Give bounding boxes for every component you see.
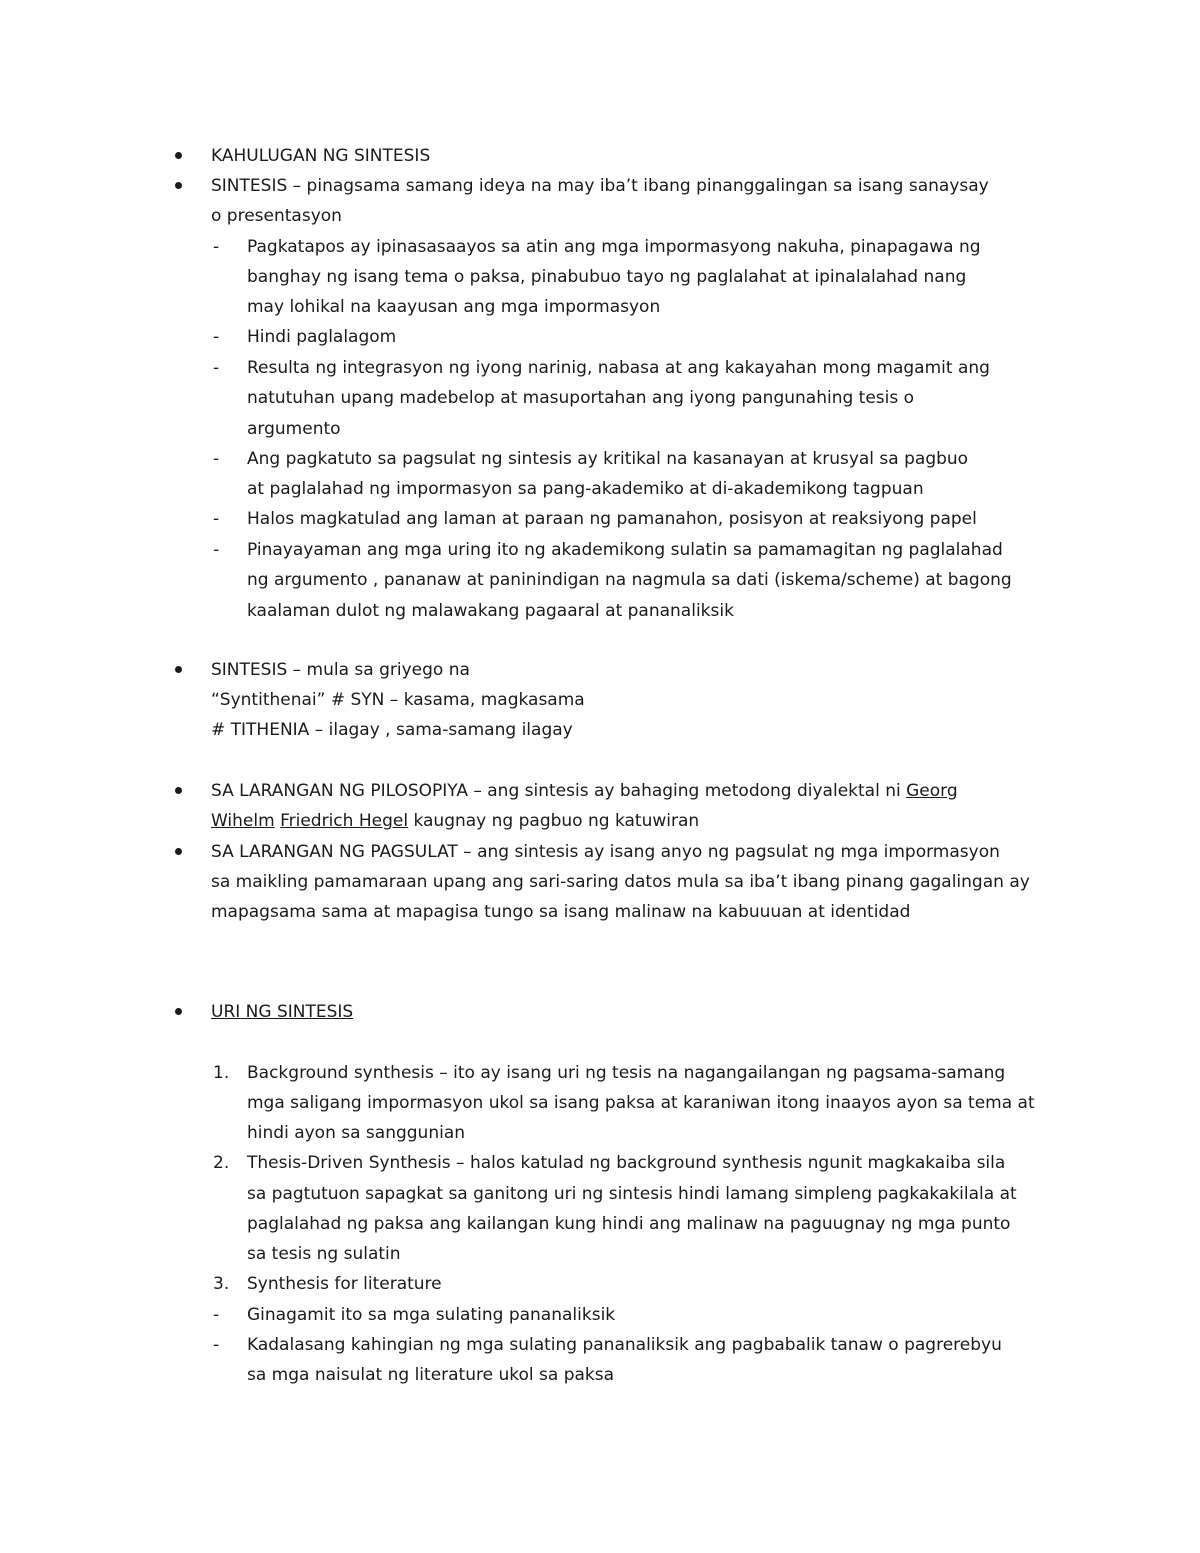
dash-item-line: Ang pagkatuto sa pagsulat ng sintesis ay kritikal na kasanayan at krusyal sa pagbuo [247, 449, 969, 469]
dash-item-line: Resulta ng integrasyon ng iyong narinig, nabasa at ang kakayahan mong magamit ang [247, 358, 990, 378]
dash-marker: - [213, 358, 220, 378]
numbered-item-line: sa tesis ng sulatin [247, 1244, 401, 1264]
etymology-line: SINTESIS – mula sa griyego na [211, 660, 470, 680]
list-number: 2. [213, 1153, 230, 1173]
bullet-dot [175, 666, 182, 673]
heading-uri: URI NG SINTESIS [211, 1002, 354, 1022]
dash-item-line: may lohikal na kaayusan ang mga impormasyon [247, 297, 661, 317]
philosophy-text: kaugnay ng pagbuo ng katuwiran [408, 811, 700, 831]
writing-line: sa maikling pamamaraan upang ang sari-saring datos mula sa iba’t ibang pinang gagalingan ay [211, 872, 1030, 892]
philosophy-text: SA LARANGAN NG PILOSOPIYA – ang sintesis ay bahaging metodong diyalektal ni [211, 781, 907, 801]
dash-marker: - [213, 1305, 220, 1325]
bullet-dot [175, 787, 182, 794]
dash-item-line: Halos magkatulad ang laman at paraan ng pamanahon, posisyon at reaksiyong papel [247, 509, 977, 529]
bullet-dot [175, 182, 182, 189]
heading-kahulugan: KAHULUGAN NG SINTESIS [211, 146, 431, 166]
philosophy-line [211, 810, 699, 832]
dash-item-line: ng argumento , pananaw at paninindigan na nagmula sa dati (iskema/scheme) at bagong [247, 570, 1012, 590]
hegel-link[interactable]: Wihelm [211, 811, 275, 831]
numbered-item-line: Background synthesis – ito ay isang uri ng tesis na nagangailangan ng pagsama-samang [247, 1063, 1006, 1083]
philosophy-line [211, 780, 958, 802]
dash-marker: - [213, 1335, 220, 1355]
dash-item-line: Ginagamit ito sa mga sulating pananaliksik [247, 1305, 616, 1325]
dash-item-line: Kadalasang kahingian ng mga sulating pananaliksik ang pagbabalik tanaw o pagrerebyu [247, 1335, 1002, 1355]
numbered-item-line: paglalahad ng paksa ang kailangan kung hindi ang malinaw na paguugnay ng mga punto [247, 1214, 1011, 1234]
list-number: 3. [213, 1274, 230, 1294]
writing-line: SA LARANGAN NG PAGSULAT – ang sintesis ay isang anyo ng pagsulat ng mga impormasyon [211, 842, 1000, 862]
dash-marker: - [213, 540, 220, 560]
hegel-link[interactable]: Georg [906, 781, 958, 801]
dash-item-line: Pinayayaman ang mga uring ito ng akademikong sulatin sa pamamagitan ng paglalahad [247, 540, 1003, 560]
numbered-item-line: Thesis-Driven Synthesis – halos katulad ng background synthesis ngunit magkakaiba sila [247, 1153, 1006, 1173]
numbered-item-line: hindi ayon sa sanggunian [247, 1123, 466, 1143]
numbered-item-line: sa pagtutuon sapagkat sa ganitong uri ng sintesis hindi lamang simpleng pagkakakilala at [247, 1184, 1017, 1204]
dash-marker: - [213, 327, 220, 347]
list-number: 1. [213, 1063, 230, 1083]
numbered-item-line: mga saligang impormasyon ukol sa isang paksa at karaniwan itong inaayos ayon sa tema at [247, 1093, 1035, 1113]
bullet-dot [175, 1008, 182, 1015]
etymology-line: “Syntithenai” # SYN – kasama, magkasama [211, 690, 585, 710]
hegel-link[interactable]: Friedrich Hegel [280, 811, 409, 831]
definition-line: o presentasyon [211, 206, 342, 226]
dash-item-line: at paglalahad ng impormasyon sa pang-akademiko at di-akademikong tagpuan [247, 479, 924, 499]
dash-item-line: argumento [247, 419, 341, 439]
writing-line: mapagsama sama at mapagisa tungo sa isang malinaw na kabuuuan at identidad [211, 902, 911, 922]
etymology-line: # TITHENIA – ilagay , sama-samang ilagay [211, 720, 573, 740]
dash-marker: - [213, 509, 220, 529]
numbered-item-line: Synthesis for literature [247, 1274, 442, 1294]
dash-item-line: sa mga naisulat ng literature ukol sa paksa [247, 1365, 615, 1385]
bullet-dot [175, 848, 182, 855]
dash-item-line: natutuhan upang madebelop at masuportahan ang iyong pangunahing tesis o [247, 388, 915, 408]
dash-item-line: Pagkatapos ay ipinasasaayos sa atin ang mga impormasyong nakuha, pinapagawa ng [247, 237, 981, 257]
dash-item-line: kaalaman dulot ng malawakang pagaaral at pananaliksik [247, 601, 734, 621]
dash-marker: - [213, 237, 220, 257]
bullet-dot [175, 152, 182, 159]
dash-marker: - [213, 449, 220, 469]
dash-item-line: Hindi paglalagom [247, 327, 397, 347]
dash-item-line: banghay ng isang tema o paksa, pinabubuo tayo ng paglalahat at ipinalalahad nang [247, 267, 967, 287]
definition-line: SINTESIS – pinagsama samang ideya na may iba’t ibang pinanggalingan sa isang sanaysay [211, 176, 989, 196]
